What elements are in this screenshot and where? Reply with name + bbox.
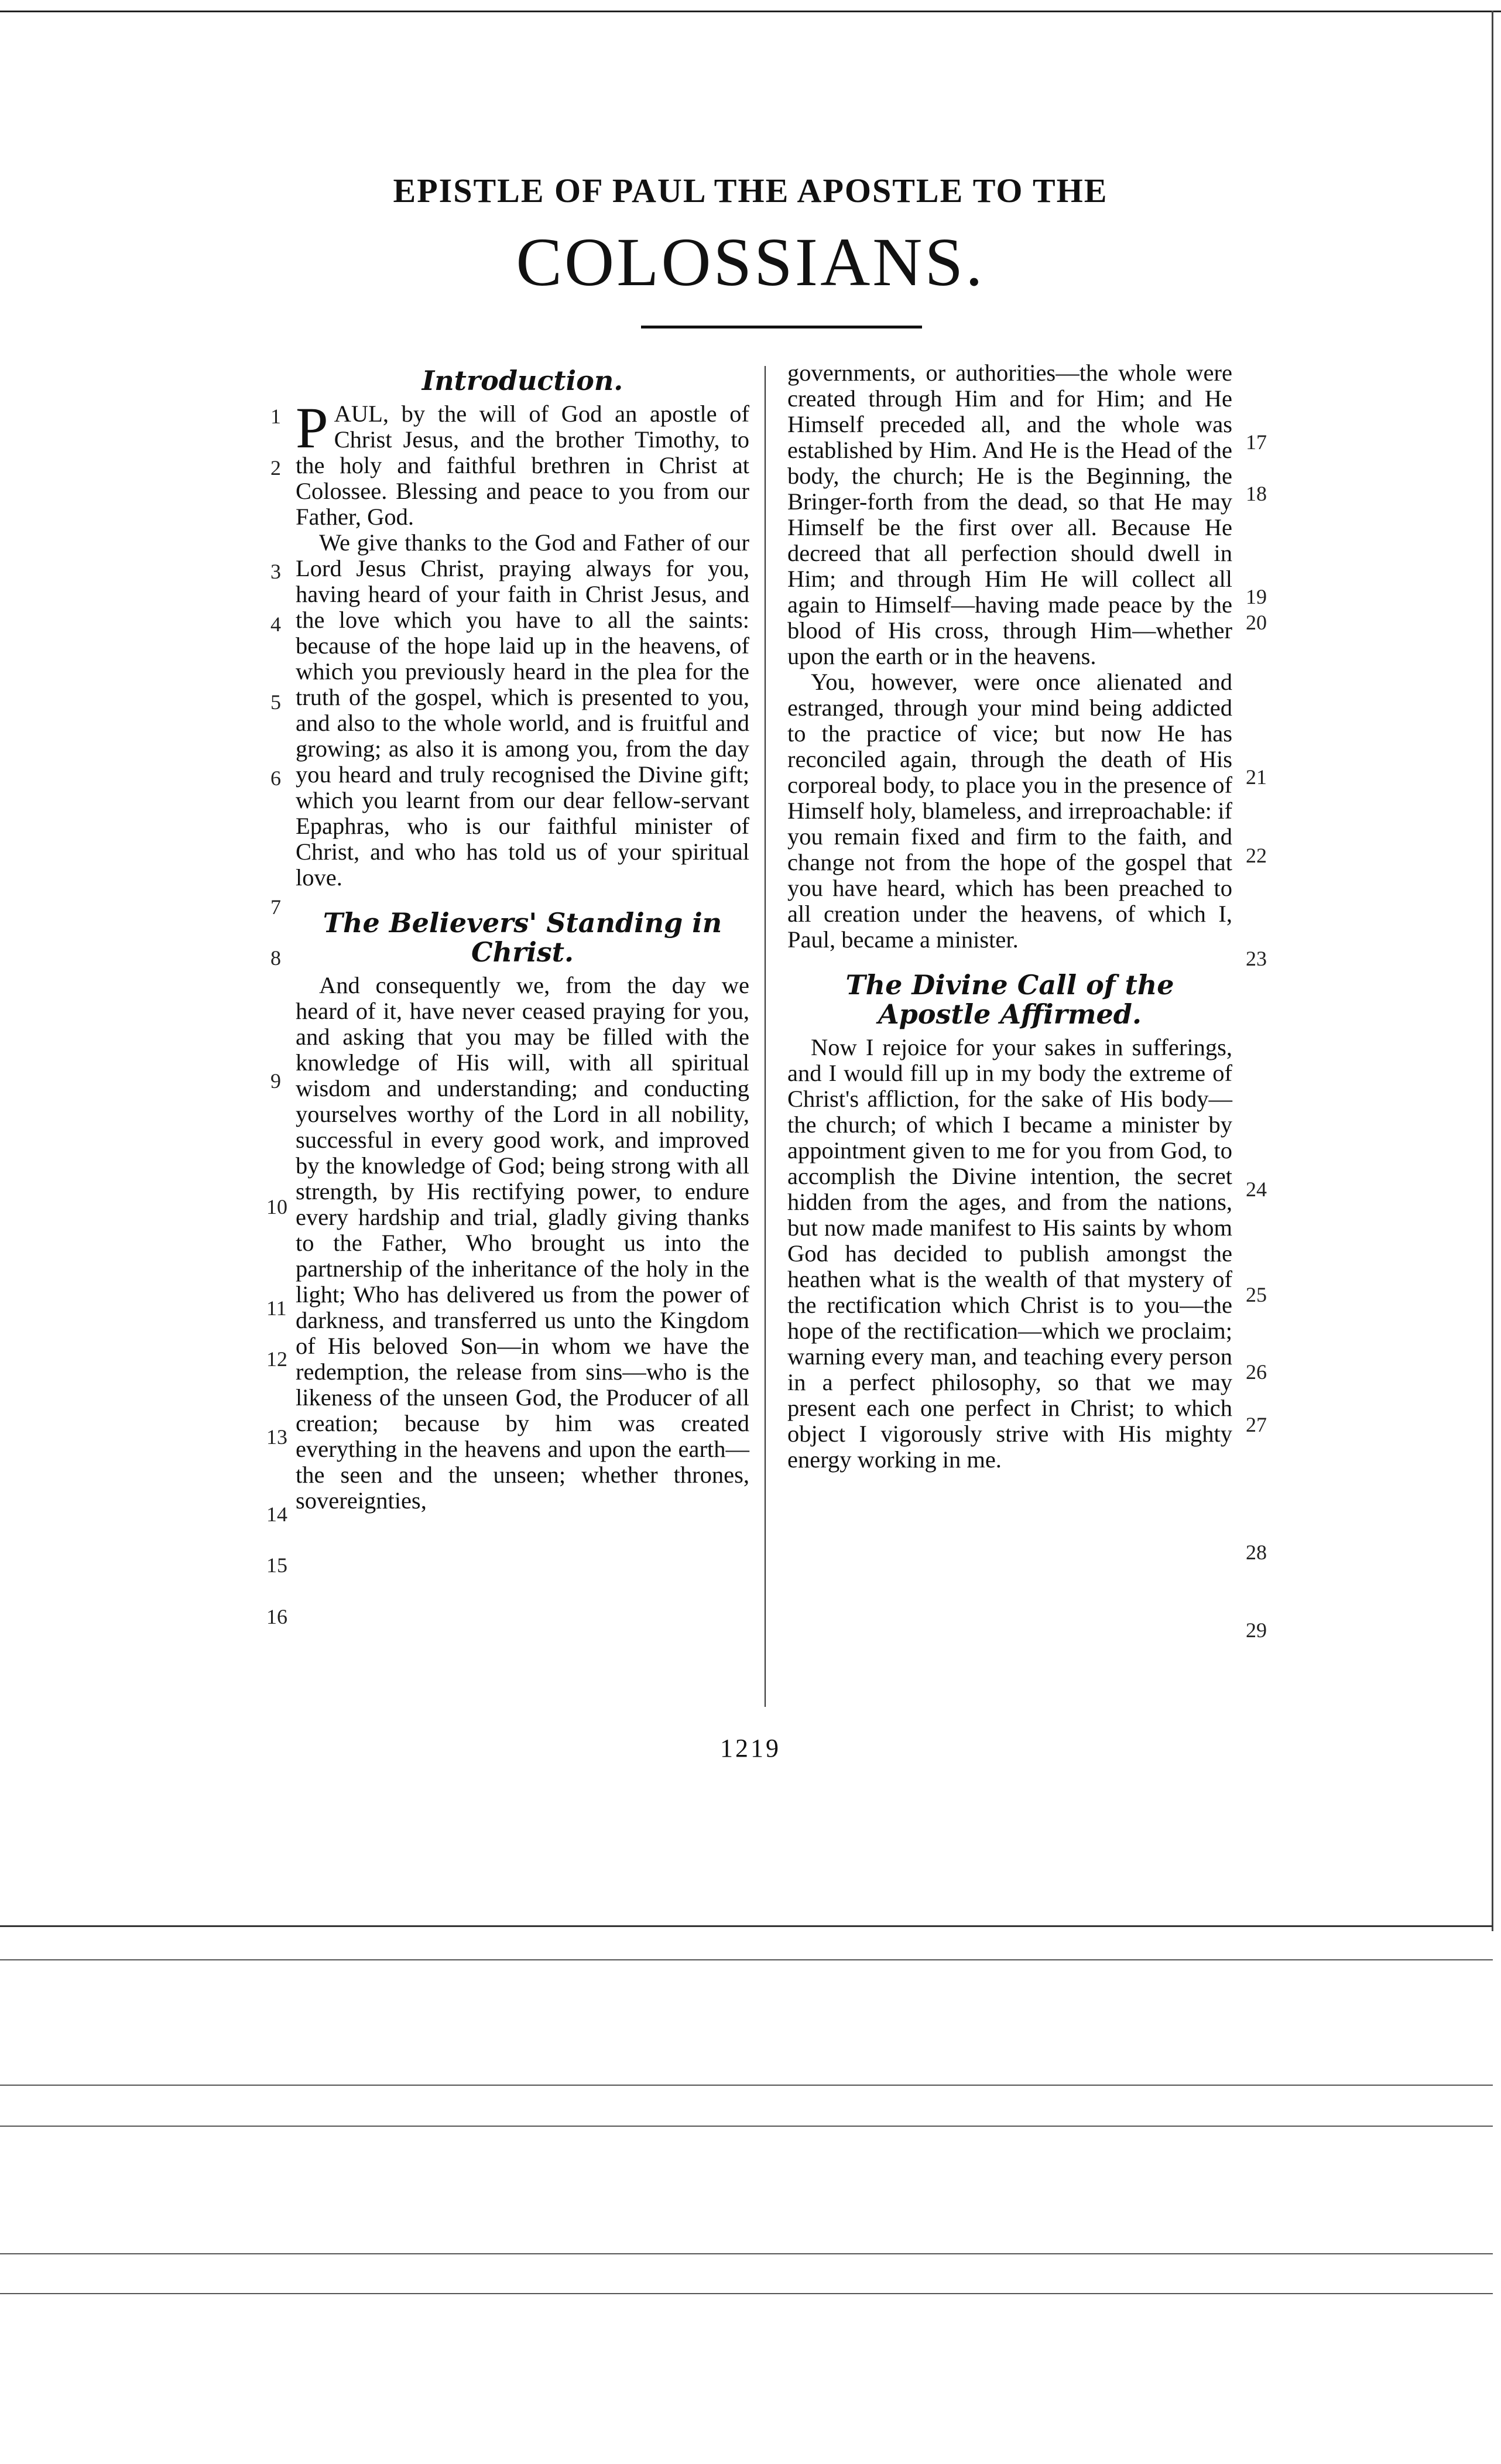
- right-column: [787, 360, 1232, 1473]
- verse-number: 15: [266, 1553, 287, 1577]
- paragraph: You, however, were once alienated and estranged, through your mind being addicted to the practice of vice; but now He has reconciled again, through the death of His corporeal body, to place you in the presence of Himself holy, blameless, and irreproachable: if you remain fixed and firm to the faith, and change not from the hope of the gospel that you have heard, which has been preached to all creation under the heavens, of which I, Paul, became a minister.: [787, 669, 1232, 953]
- verse-number: 1: [270, 405, 281, 428]
- page-number: 1219: [720, 1734, 781, 1763]
- bottom-rule: [0, 2085, 1493, 2086]
- verse-number: 29: [1246, 1618, 1267, 1642]
- paragraph-text: AUL, by the will of God an apostle of Christ Jesus, and the brother Timothy, to the holy and faithful brethren in Christ at Colossee. Blessing and peace to you from our Father, God.: [296, 401, 749, 530]
- bottom-rule: [0, 2293, 1493, 2294]
- drop-cap: P: [296, 395, 328, 460]
- verse-number: 8: [270, 946, 281, 970]
- verse-number: 18: [1246, 482, 1267, 505]
- title-rule: [641, 326, 922, 328]
- bottom-rule: [0, 2253, 1493, 2254]
- book-title: COLOSSIANS.: [516, 224, 985, 300]
- verse-number: 25: [1246, 1283, 1267, 1306]
- verse-number: 9: [270, 1069, 281, 1093]
- page-top-border: [0, 11, 1501, 12]
- verse-number: 13: [266, 1425, 287, 1449]
- verse-number: 7: [270, 895, 281, 919]
- paragraph: Now I rejoice for your sakes in sufferings, and I would fill up in my body the extreme of Christ's affliction, for the sake of His body—the church; of which I became a minister by appointment given to me for you from God, to accomplish the Divine intention, the secret hidden from the ages, and from the nations, but now made manifest to His saints by whom God has decided to publish amongst the heathen what is the wealth of that mystery of the rectification which Christ is to you—the hope of the rectification—which we proclaim; warning every man, and teaching every person in a perfect philosophy, so that we may present each one perfect in Christ; to which object I vigorously strive with His mighty energy working in me.: [787, 1034, 1232, 1473]
- verse-number: 26: [1246, 1360, 1267, 1384]
- bottom-rule: [0, 2126, 1493, 2127]
- paragraph: And consequently we, from the day we heard of it, have never ceased praying for you, and asking that you may be filled with the knowledge of His will, with all spiritual wisdom and understanding; and conducting yourselves worthy of the Lord in all nobility, successful in every good work, and improved by the knowledge of God; being strong with all strength, by His rectifying power, to endure every hardship and trial, gladly giving thanks to the Father, Who brought us into the partnership of the inheritance of the holy in the light; Who has delivered us from the power of darkness, and transferred us unto the Kingdom of His beloved Son—in whom we have the redemption, the release from sins—who is the likeness of the unseen God, the Producer of all creation; because by him was created everything in the heavens and upon the earth—the seen and the unseen; whether thrones, sovereignties,: [296, 972, 749, 1514]
- verse-number: 28: [1246, 1541, 1267, 1564]
- verse-number: 27: [1246, 1413, 1267, 1436]
- verse-number: 5: [270, 690, 281, 714]
- verse-number: 16: [266, 1605, 287, 1628]
- verse-number: 10: [266, 1195, 287, 1219]
- verse-number: 17: [1246, 430, 1267, 454]
- paragraph: governments, or authorities—the whole were created through Him and for Him; and He Himself preceded all, and the whole was established by Him. And He is the Head of the body, the church; He is the Beginning, the Bringer-forth from the dead, so that He may Himself be the first over all. Because He decreed that all perfection should dwell in Him; and through Him He will collect all again to Himself—having made peace by the blood of His cross, through Him—whether upon the earth or in the heavens.: [787, 360, 1232, 669]
- bottom-rule: [0, 1959, 1493, 1960]
- verse-number: 6: [270, 766, 281, 790]
- left-column: [296, 360, 749, 1514]
- epistle-title: EPISTLE OF PAUL THE APOSTLE TO THE: [393, 172, 1108, 210]
- verse-number: 11: [266, 1296, 287, 1320]
- bottom-rule: [0, 1925, 1493, 1927]
- verse-number: 4: [270, 612, 281, 636]
- paragraph: [296, 395, 749, 530]
- verse-number: 20: [1246, 611, 1267, 634]
- verse-number: 21: [1246, 765, 1267, 789]
- verse-number: 3: [270, 560, 281, 583]
- section-heading-divine-call: The Divine Call of the Apostle Affirmed.: [845, 969, 1174, 1030]
- verse-number: 19: [1246, 585, 1267, 608]
- verse-number: 14: [266, 1503, 287, 1526]
- verse-number: 22: [1246, 844, 1267, 867]
- column-divider: [765, 366, 766, 1707]
- section-heading-believers-standing: The Believers' Standing in Christ.: [323, 907, 722, 968]
- verse-number: 12: [266, 1347, 287, 1371]
- paragraph: We give thanks to the God and Father of our Lord Jesus Christ, praying always for you, having heard of your faith in Christ Jesus, and the love which you have to all the saints: because of the hope laid up in the heavens, of which you previously heard in the plea for the truth of the gospel, which is presented to you, and also to the whole world, and is fruitful and growing; as also it is among you, from the day you heard and truly recognised the Divine gift; which you learnt from our dear fellow-servant Epaphras, who is our faithful minister of Christ, and who has told us of your spiritual love.: [296, 529, 749, 891]
- verse-number: 2: [270, 456, 281, 480]
- verse-number: 23: [1246, 947, 1267, 970]
- verse-number: 24: [1246, 1178, 1267, 1201]
- section-heading-introduction: Introduction.: [421, 365, 623, 396]
